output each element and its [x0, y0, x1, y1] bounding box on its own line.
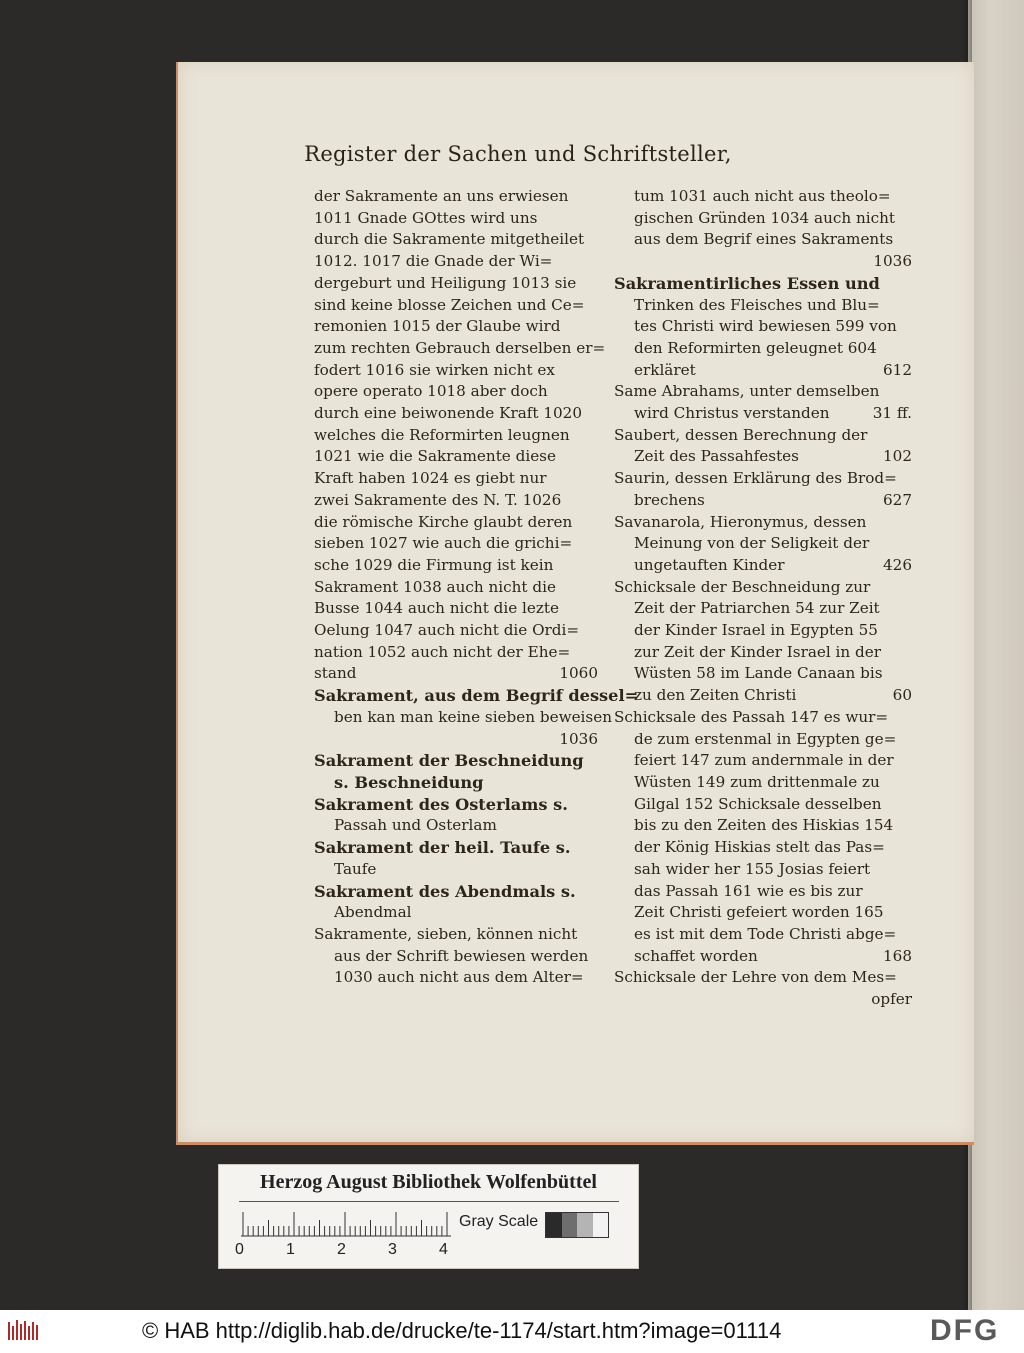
ruler-number: 4 — [439, 1241, 448, 1258]
index-line: Schicksale der Beschneidung zur — [614, 577, 871, 596]
index-entry-text: wird Christus verstanden — [634, 404, 830, 423]
index-line — [614, 946, 912, 968]
gray-swatch — [593, 1213, 609, 1237]
index-line — [314, 663, 598, 685]
ruler-scale — [241, 1211, 451, 1237]
index-line: Zeit Christi gefeiert worden 165 — [634, 903, 884, 922]
index-line: opere operato 1018 aber doch — [314, 382, 548, 401]
gray-scale-label: Gray Scale — [459, 1213, 539, 1230]
index-line: feiert 147 zum andernmale in der — [634, 751, 894, 770]
index-line: s. Beschneidung — [334, 772, 484, 792]
index-line: Gilgal 152 Schicksale desselben — [634, 794, 882, 813]
library-label-card — [218, 1164, 639, 1269]
index-line: die römische Kirche glaubt deren — [314, 512, 573, 531]
dfg-logo: DFG — [930, 1314, 1000, 1347]
index-page-number: 31 ff. — [872, 404, 912, 423]
left-column — [314, 186, 639, 989]
index-entry-text: stand — [314, 664, 357, 683]
gray-scale-swatches — [545, 1212, 609, 1238]
index-line: durch die Sakramente mitgetheilet — [314, 230, 585, 249]
index-line: Sakrament der Beschneidung — [314, 751, 584, 771]
index-line: Kraft haben 1024 es giebt nur — [314, 469, 547, 488]
index-line — [614, 360, 912, 382]
viewer-footer — [0, 1310, 1024, 1353]
ruler-number: 2 — [337, 1241, 346, 1258]
index-line: Oelung 1047 auch nicht die Ordi= — [314, 621, 580, 640]
index-line: de zum erstenmal in Egypten ge= — [634, 729, 897, 748]
index-line: 1021 wie die Sakramente diese — [314, 447, 556, 466]
index-line: gischen Gründen 1034 auch nicht — [634, 208, 895, 227]
hab-logo-icon — [6, 1318, 40, 1344]
library-name: Herzog August Bibliothek Wolfenbüttel — [260, 1171, 597, 1193]
index-line: sieben 1027 wie auch die grichi= — [314, 534, 573, 553]
index-page-number: 1060 — [559, 664, 598, 683]
index-entry-text: erkläret — [634, 360, 696, 379]
index-line: Saurin, dessen Erklärung des Brod= — [614, 469, 897, 488]
index-entry-text: zu den Zeiten Christi — [634, 686, 797, 705]
index-line: Sakramentirliches Essen und — [614, 273, 880, 293]
index-line: der Kinder Israel in Egypten 55 — [634, 621, 878, 640]
index-line: der Sakramente an uns erwiesen — [314, 187, 569, 205]
index-line: ben kan man keine sieben beweisen — [334, 707, 612, 726]
index-line: opfer — [871, 990, 912, 1009]
index-line: Trinken des Fleisches und Blu= — [634, 295, 880, 314]
index-line: 1011 Gnade GOttes wird uns — [314, 208, 538, 227]
index-line: Zeit der Patriarchen 54 zur Zeit — [634, 599, 880, 618]
index-line — [614, 685, 912, 707]
index-line: Taufe — [334, 859, 377, 878]
index-line: aus der Schrift bewiesen werden — [334, 946, 589, 965]
index-line: 1036 — [559, 729, 598, 748]
index-line: 1036 — [873, 252, 912, 271]
index-line: Busse 1044 auch nicht die lezte — [314, 599, 559, 618]
index-line: Schicksale der Lehre von dem Mes= — [614, 968, 897, 987]
ruler-numbers — [235, 1241, 475, 1261]
index-page-number: 60 — [892, 686, 912, 705]
index-line: Saubert, dessen Berechnung der — [614, 425, 868, 444]
index-page-number: 426 — [883, 555, 912, 574]
index-line: Wüsten 149 zum drittenmale zu — [634, 772, 880, 791]
index-entry-text: brechens — [634, 490, 705, 509]
index-line: remonien 1015 der Glaube wird — [314, 317, 561, 336]
index-line — [614, 403, 912, 425]
page-header: Register der Sachen und Schriftsteller, — [304, 142, 732, 166]
index-line — [614, 490, 912, 512]
index-line: fodert 1016 sie wirken nicht ex — [314, 360, 555, 379]
right-column — [614, 186, 912, 1011]
index-entry-text: Zeit des Passahfestes — [634, 447, 799, 466]
index-line: dergeburt und Heiligung 1013 sie — [314, 273, 577, 292]
book-page — [176, 62, 974, 1145]
adjacent-page-edge — [968, 0, 1024, 1310]
index-line: das Passah 161 wie es bis zur — [634, 881, 863, 900]
index-line: tes Christi wird bewiesen 599 von — [634, 317, 897, 336]
index-line: Sakramente, sieben, können nicht — [314, 924, 578, 943]
index-line: 1012. 1017 die Gnade der Wi= — [314, 252, 553, 271]
index-line: Same Abrahams, unter demselben — [614, 382, 880, 401]
index-line: Sakrament des Osterlams s. — [314, 794, 568, 814]
index-line: Meinung von der Seligkeit der — [634, 534, 870, 553]
ruler-number: 1 — [286, 1241, 295, 1258]
index-line: es ist mit dem Tode Christi abge= — [634, 924, 897, 943]
index-entry-text: ungetauften Kinder — [634, 555, 785, 574]
index-line: 1030 auch nicht aus dem Alter= — [334, 968, 584, 987]
index-line: sah wider her 155 Josias feiert — [634, 859, 871, 878]
index-line: den Reformirten geleugnet 604 — [634, 338, 877, 357]
index-line: zwei Sakramente des N. T. 1026 — [314, 490, 562, 509]
index-line: Sakrament der heil. Taufe s. — [314, 838, 571, 858]
index-line: zur Zeit der Kinder Israel in der — [634, 642, 881, 661]
index-line: sind keine blosse Zeichen und Ce= — [314, 295, 585, 314]
ruler-number: 3 — [388, 1241, 397, 1258]
index-page-number: 627 — [883, 490, 912, 509]
index-page-number: 168 — [883, 946, 912, 965]
gray-swatch — [577, 1213, 593, 1237]
index-page-number: 612 — [883, 360, 912, 379]
index-line: durch eine beiwonende Kraft 1020 — [314, 404, 582, 423]
index-line: welches die Reformirten leugnen — [314, 425, 570, 444]
index-page-number: 102 — [883, 447, 912, 466]
index-line: der König Hiskias stelt das Pas= — [634, 838, 885, 857]
ruler-number: 0 — [235, 1241, 244, 1258]
copyright-url[interactable]: © HAB http://diglib.hab.de/drucke/te-1174/start.htm?image=01114 — [142, 1318, 782, 1343]
index-line: Passah und Osterlam — [334, 816, 497, 835]
index-entry-text: schaffet worden — [634, 946, 758, 965]
label-divider — [239, 1201, 619, 1202]
index-line — [614, 446, 912, 468]
index-line: Sakrament 1038 auch nicht die — [314, 577, 556, 596]
index-line: nation 1052 auch nicht der Ehe= — [314, 642, 571, 661]
index-line: tum 1031 auch nicht aus theolo= — [634, 187, 891, 205]
gray-swatch — [562, 1213, 578, 1237]
index-line: Wüsten 58 im Lande Canaan bis — [634, 664, 883, 683]
index-line: Savanarola, Hieronymus, dessen — [614, 512, 867, 531]
index-line: Sakrament des Abendmals s. — [314, 881, 576, 901]
index-line: aus dem Begrif eines Sakraments — [634, 230, 894, 249]
index-line: Schicksale des Passah 147 es wur= — [614, 707, 889, 726]
gray-swatch — [546, 1213, 562, 1237]
index-line: Abendmal — [334, 903, 412, 922]
index-line: sche 1029 die Firmung ist kein — [314, 555, 554, 574]
index-line — [614, 555, 912, 577]
index-line: bis zu den Zeiten des Hiskias 154 — [634, 816, 894, 835]
index-line: Sakrament, aus dem Begrif dessel= — [314, 686, 639, 706]
index-line: zum rechten Gebrauch derselben er= — [314, 338, 606, 357]
